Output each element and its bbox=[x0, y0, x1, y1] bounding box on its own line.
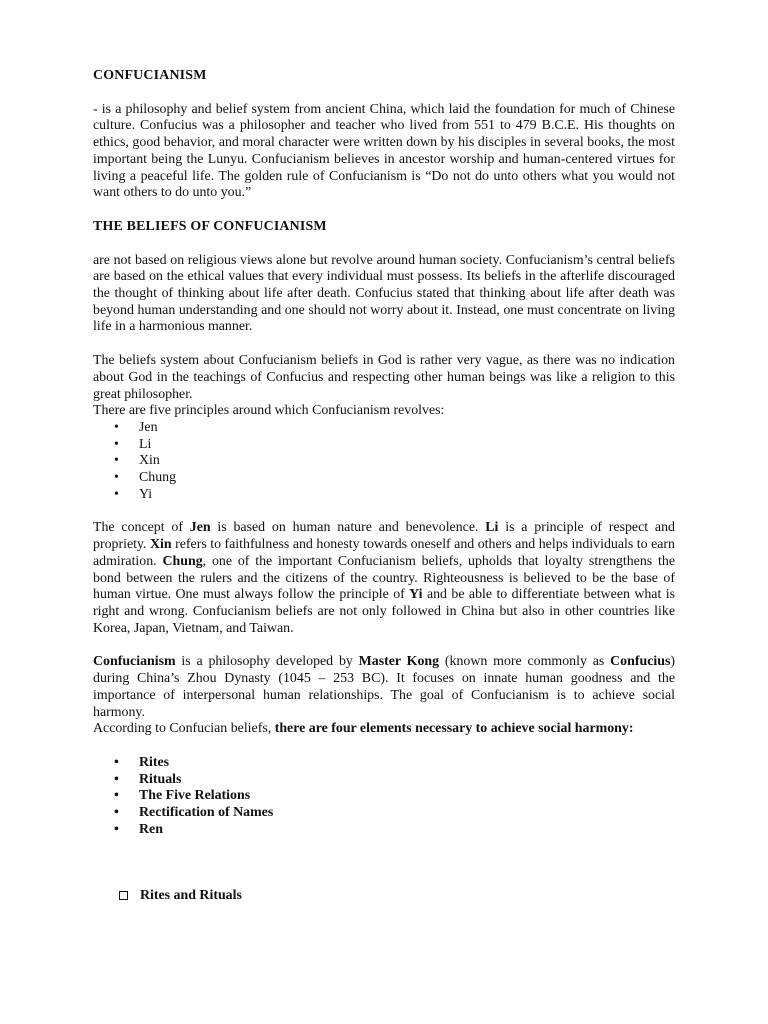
list-item bbox=[93, 437, 675, 454]
term-confucianism: Confucianism bbox=[93, 654, 176, 670]
term-yi: Yi bbox=[409, 587, 423, 603]
term-jen: Jen bbox=[189, 520, 211, 536]
intro-paragraph: - is a philosophy and belief system from ancient China, which laid the foundation for much of Chinese culture. Confucius was a philosopher and teacher who lived from 551 to 479 B.C.E. His thoughts on ethics, good behavior, and moral character were written down by his disciples in several books, the most important being the Lunyu. Confucianism believes in ancestor worship and human-centered virtues for living a peaceful life. The golden rule of Confucianism is “Do not do unto others what you would not want others to do unto you.” bbox=[93, 101, 675, 201]
list-item bbox=[93, 487, 675, 504]
term-master-kong: Master Kong bbox=[358, 654, 440, 670]
term-chung: Chung bbox=[162, 553, 203, 569]
list-item bbox=[93, 822, 675, 839]
concept-paragraph bbox=[93, 520, 675, 637]
element-label: Ren bbox=[139, 821, 163, 837]
list-item bbox=[93, 788, 675, 805]
spacer bbox=[93, 637, 675, 654]
harmony-paragraph bbox=[93, 721, 675, 738]
checkbox-square-icon bbox=[119, 891, 128, 900]
list-item bbox=[93, 470, 675, 487]
bullet-icon: • bbox=[114, 771, 119, 787]
spacer bbox=[93, 202, 675, 219]
principle-label: Chung bbox=[139, 470, 177, 486]
kong-text: (known more commonly as bbox=[439, 654, 611, 670]
spacer bbox=[93, 236, 675, 253]
elements-list bbox=[93, 755, 675, 839]
beliefs-heading: THE BELIEFS OF CONFUCIANISM bbox=[93, 218, 327, 234]
harmony-bold-text: there are four elements necessary to achieve social harmony: bbox=[274, 721, 634, 737]
term-confucius: Confucius bbox=[610, 654, 671, 670]
beliefs-paragraph-1: are not based on religious views alone but revolve around human society. Confucianism’s central beliefs are based on the ethical values that every individual must possess. Its beliefs in the afterlife discouraged the thought of thinking about life after death. Confucius stated that thinking about life after death was beyond human understanding and one should not worry about it. Instead, one must concentrate on living life in a harmonious manner. bbox=[93, 252, 675, 335]
principles-list bbox=[93, 420, 675, 504]
term-li: Li bbox=[485, 520, 499, 536]
concept-text: and be able to differentiate between what is right and wrong. Confucianism beliefs are not only followed in China but also in other countries like Korea, Japan, Vietnam, and Taiwan. bbox=[93, 587, 675, 636]
kong-text: ) during China’s Zhou Dynasty (1045 – 253 BC). It focuses on innate human goodness and the importance of interpersonal human relationships. The goal of Confucianism is to achieve social harmony. bbox=[93, 654, 675, 720]
bullet-icon: • bbox=[114, 436, 119, 452]
list-item bbox=[93, 805, 675, 822]
spacer bbox=[93, 738, 675, 755]
spacer bbox=[93, 336, 675, 353]
list-item bbox=[93, 772, 675, 789]
bullet-icon: • bbox=[114, 754, 119, 770]
element-label: Rites bbox=[139, 754, 170, 770]
concept-text: refers to faithfulness and honesty towards oneself and others and helps individuals to earn admiration. bbox=[93, 537, 675, 569]
term-xin: Xin bbox=[149, 537, 172, 553]
rites-rituals-label: Rites and Rituals bbox=[140, 888, 242, 904]
principle-label: Xin bbox=[139, 453, 160, 469]
harmony-text: According to Confucian beliefs, bbox=[93, 721, 275, 737]
bullet-icon: • bbox=[114, 788, 119, 804]
list-item bbox=[93, 453, 675, 470]
list-item bbox=[93, 420, 675, 437]
element-label: The Five Relations bbox=[139, 788, 251, 804]
concept-text: The concept of bbox=[93, 520, 190, 536]
bullet-icon: • bbox=[114, 419, 119, 435]
principle-label: Yi bbox=[139, 486, 153, 502]
element-label: Rectification of Names bbox=[139, 805, 274, 821]
spacer bbox=[93, 838, 675, 888]
concept-text: is a principle of respect and propriety. bbox=[93, 520, 675, 553]
list-item bbox=[93, 755, 675, 772]
concept-text: is based on human nature and benevolence. bbox=[210, 520, 486, 536]
spacer bbox=[93, 85, 675, 102]
kong-text: is a philosophy developed by bbox=[175, 654, 359, 670]
spacer bbox=[93, 503, 675, 520]
bullet-icon: • bbox=[114, 486, 119, 502]
principles-intro: There are five principles around which Confucianism revolves: bbox=[93, 403, 445, 419]
concept-text: , one of the important Confucianism beliefs, upholds that loyalty strengthens the bond between the rulers and the citizens of the country. Righteousness is believed to be the base of human virtue. One must always follow the principle of bbox=[93, 553, 675, 603]
bullet-icon: • bbox=[114, 821, 119, 837]
beliefs-paragraph-2: The beliefs system about Confucianism beliefs in God is rather very vague, as there was no indication about God in the teachings of Confucius and respecting other human beings was like a religion to this great philosopher. bbox=[93, 353, 675, 402]
bullet-icon: • bbox=[114, 470, 119, 486]
principle-label: Jen bbox=[139, 419, 158, 435]
bullet-icon: • bbox=[114, 805, 119, 821]
rites-rituals-heading bbox=[93, 888, 675, 905]
element-label: Rituals bbox=[139, 771, 182, 787]
principle-label: Li bbox=[139, 436, 152, 452]
master-kong-paragraph bbox=[93, 654, 675, 721]
document-title: CONFUCIANISM bbox=[93, 68, 207, 83]
document-page bbox=[93, 68, 675, 905]
bullet-icon: • bbox=[114, 453, 119, 469]
